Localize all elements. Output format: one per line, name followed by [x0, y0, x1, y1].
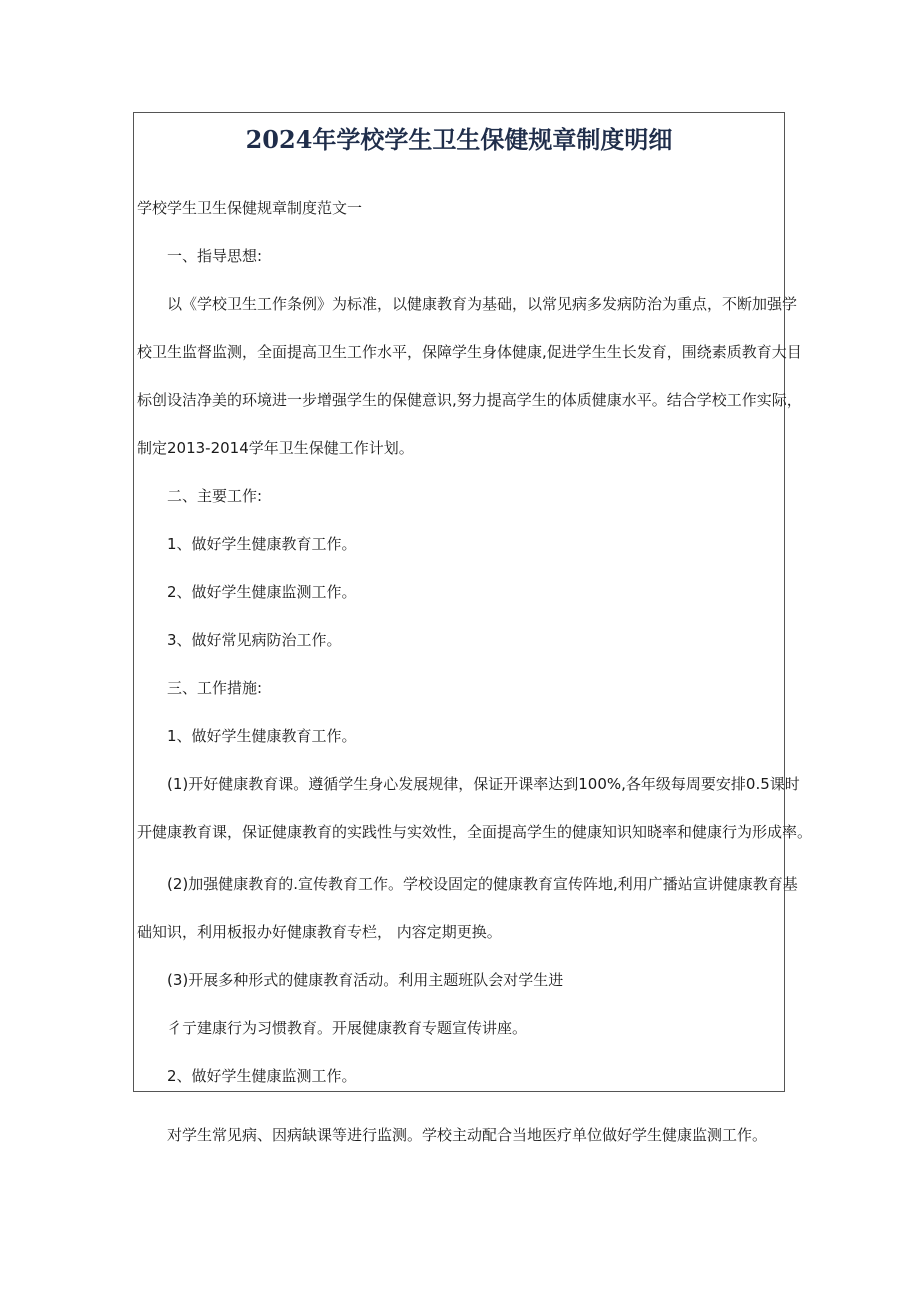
- paragraph-line: 标创设洁净美的环境进一步增强学生的保健意识,努力提高学生的体质健康水平。结合学校工作实际，: [137, 391, 802, 409]
- paragraph-line: (2)加强健康教育的.宣传教育工作。学校设固定的健康教育宣传阵地,利用广播站宣讲健康教育基: [167, 875, 798, 893]
- list-item: 2、做好学生健康监测工作。: [167, 1067, 357, 1085]
- subtitle: 学校学生卫生保健规章制度范文一: [137, 199, 363, 217]
- list-item: 3、做好常见病防治工作。: [167, 631, 342, 649]
- paragraph-line: 彳亍建康行为习惯教育。开展健康教育专题宣传讲座。: [167, 1019, 528, 1037]
- paragraph-line: 以《学校卫生工作条例》为标准，以健康教育为基础，以常见病多发病防治为重点，不断加强学: [167, 295, 798, 313]
- list-item: 1、做好学生健康教育工作。: [167, 727, 357, 745]
- paragraph-line: 开健康教育课，保证健康教育的实践性与实效性，全面提高学生的健康知识知晓率和健康行为形成率。: [137, 823, 813, 841]
- list-item: 1、做好学生健康教育工作。: [167, 535, 357, 553]
- section-heading-1: 一、指导思想:: [167, 247, 263, 265]
- list-item: 2、做好学生健康监测工作。: [167, 583, 357, 601]
- after-frame-text: 对学生常见病、因病缺课等进行监测。学校主动配合当地医疗单位做好学生健康监测工作。: [167, 1126, 768, 1144]
- paragraph-line: (1)开好健康教育课。遵循学生身心发展规律，保证开课率达到100%,各年级每周要安排0.5课时: [167, 775, 800, 793]
- paragraph-line: 制定2013-2014学年卫生保健工作计划。: [137, 439, 414, 457]
- paragraph-line: (3)开展多种形式的健康教育活动。利用主题班队会对学生进: [167, 971, 564, 989]
- paragraph-line: 础知识，利用板报办好健康教育专栏， 内容定期更换。: [137, 923, 502, 941]
- section-heading-3: 三、工作措施:: [167, 679, 263, 697]
- paragraph-line: 校卫生监督监测，全面提高卫生工作水平，保障学生身体健康,促进学生生长发育，围绕素质教育大目: [137, 343, 802, 361]
- document-title: 2024年学校学生卫生保健规章制度明细: [245, 125, 673, 154]
- section-heading-2: 二、主要工作:: [167, 487, 263, 505]
